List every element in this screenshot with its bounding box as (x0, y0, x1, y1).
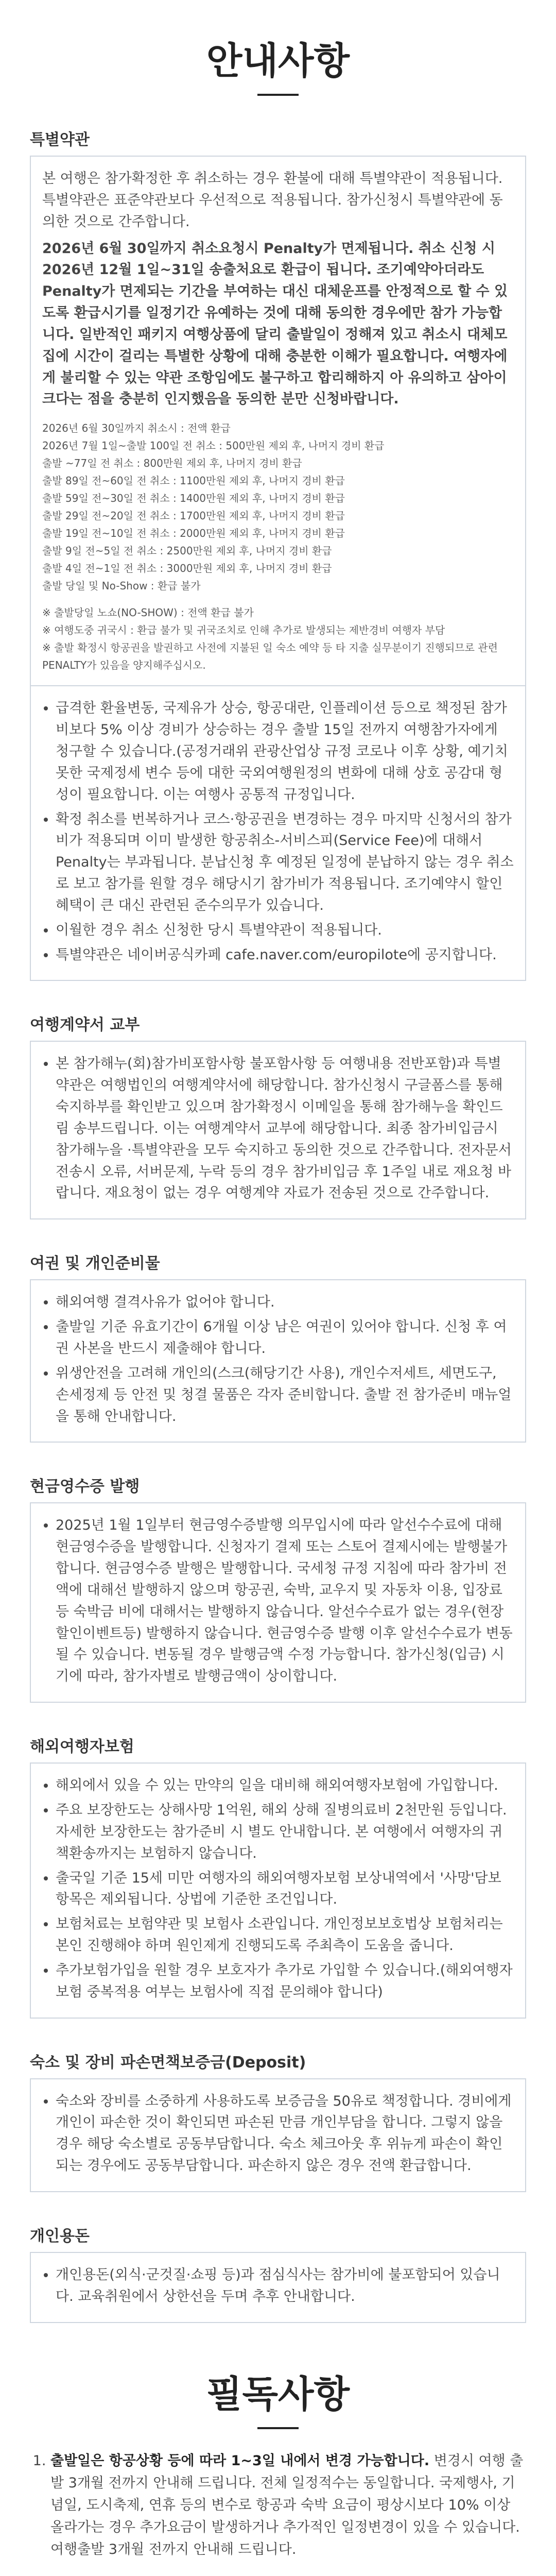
must-read-header (0, 2364, 556, 2429)
list-item: • 위생안전을 고려해 개인의(스크(해당기간 사용), 개인수저세트, 세면도구, 손세정제 등 안전 및 청결 물품은 각자 준비합니다. 출발 전 참가준비 매뉴얼을 통해 안내합니다. (56, 1363, 514, 1428)
insurance-box (30, 1762, 526, 2018)
guide-title: 안내사항 (206, 39, 350, 82)
refund-schedule-title: 2026년 6월 30일까지 취소시 : 전액 환급 (42, 422, 231, 435)
list-item: • 특별약관은 네이버공식카페 cafe.naver.com/europilote에 공지합니다. (56, 944, 514, 966)
refund-note: ※ 출발 확정시 항공권을 발권하고 사전에 지불된 일 숙소 예약 등 타 지출 실무분이기 진행되므로 관련 PENALTY가 있음을 양지해주십시오. (42, 641, 498, 672)
list-item: • 2025년 1월 1일부터 현금영수증발행 의무입시에 따라 알선수수료에 대해 현금영수증을 발행합니다. 신청자기 결제 또는 스토어 결제시에는 발행불가합니다. 현금영수증 발행은 발행합니다. 국세청 규정 지침에 따라 참가비 전액에 대해선 발행하지 않으며 항공권, 숙박, 교우지 및 자동차 이용, 입장료 등 숙박금 비에 대해서는 발행하지 않습니다. 알선수수료가 없는 경우(현장 할인이벤트등) 발행하지 않습니다. 현금영수증 발행 이후 알선수수료가 변동될 수 있습니다. 변동될 경우 발행금액 수정 가능합니다. 참가신청(입금) 시기에 따라, 참가자별로 발행금액이 상이합니다. (56, 1515, 514, 1687)
refund-notes (42, 604, 514, 674)
receipt-box (30, 1502, 526, 1703)
list-item: • 개인용돈(외식·군것질·쇼핑 등)과 점심식사는 참가비에 불포함되어 있습니다. 교육취원에서 상한선을 두며 추후 안내합니다. (56, 2264, 514, 2308)
passport-box (30, 1279, 526, 1443)
special-terms-penalty: 2026년 6월 30일까지 취소요청시 Penalty가 면제됩니다. 취소 신청 시 2026년 12월 1일~31일 송출처요로 환급이 됩니다. 조기예약아더라도 Penalty가 면제되는 기간을 부여하는 대신 대체운프를 안정적으로 할 수 있도록 환급시기를 일정기간 유예하는 것에 대해 동의한 경우에만 참가 가능합니다. 일반적인 패키지 여행상품에 달리 출발일이 정해져 있고 취소시 대체모집에 시간이 걸리는 특별한 상황에 대해 충분한 이해가 필요합니다. 여행자에게 불리할 수 있는 약관 조항임에도 불구하고 합리해하지 아 유의하고 삼아이 크다는 점을 충분히 인지했음을 동의한 분만 신청바랍니다. (42, 240, 508, 408)
refund-row: 출발 4일 전~1일 전 취소 : 3000만원 제외 후, 나머지 경비 환급 (42, 562, 332, 575)
list-item: • 출국일 기준 15세 미만 여행자의 해외여행자보험 보상내역에서 '사망'담보항목은 제외됩니다. 상법에 기준한 조건입니다. (56, 1868, 514, 1911)
title-underline (257, 2427, 299, 2429)
special-terms-heading: 특별약관 (30, 131, 90, 149)
must-read-list (30, 2450, 526, 2576)
refund-row: 출발 ~77일 전 취소 : 800만원 제외 후, 나머지 경비 환급 (42, 457, 302, 470)
list-item: • 해외여행 결격사유가 없어야 합니다. (56, 1292, 514, 1313)
list-item: • 해외에서 있을 수 있는 만약의 일을 대비해 해외여행자보험에 가입합니다. (56, 1775, 514, 1797)
refund-schedule (42, 419, 514, 595)
pocket-money-box (30, 2252, 526, 2323)
pocket-money-heading: 개인용돈 (30, 2227, 90, 2245)
list-item: • 급격한 환율변동, 국제유가 상승, 항공대란, 인플레이션 등으로 책정된 참가비보다 5% 이상 경비가 상승하는 경우 출발 15일 전까지 여행참가자에게 청구할 수 있습니다.(공정거래위 관광산업상 규정 코로나 이후 상황, 예기치 못한 국제정세 변수 등에 대한 국외여행원정의 변화에 대해 상호 공감대 형성이 필요합니다. 이는 여행사 공통적 규정입니다. (56, 698, 514, 805)
refund-row: 출발 89일 전~60일 전 취소 : 1100만원 제외 후, 나머지 경비 환급 (42, 474, 345, 487)
contract-heading: 여행계약서 교부 (30, 1016, 140, 1035)
refund-row: 출발 29일 전~20일 전 취소 : 1700만원 제외 후, 나머지 경비 환급 (42, 510, 345, 522)
passport-heading: 여권 및 개인준비물 (30, 1255, 160, 1273)
refund-row: 출발 59일 전~30일 전 취소 : 1400만원 제외 후, 나머지 경비 환급 (42, 492, 345, 505)
list-item: • 확정 취소를 번복하거나 코스·항공권을 변경하는 경우 마지막 신청서의 참가비가 적용되며 이미 발생한 항공취소-서비스피(Service Fee)에 대해서 Penalty는 부과됩니다. 분납신청 후 예정된 일정에 분납하지 않는 경우 취소로 보고 참가를 원할 경우 해당시기 참가비가 적용됩니다. 조기예약시 할인혜택이 큰 대신 관련된 준수의무가 있습니다. (56, 809, 514, 917)
list-item: • 보험처료는 보험약관 및 보험사 소관입니다. 개인정보보호법상 보험처리는 본인 진행해야 하며 원인제게 진행되도록 주최측이 도움을 줍니다. (56, 1913, 514, 1957)
special-terms-intro: 본 여행은 참가확정한 후 취소하는 경우 환불에 대해 특별약관이 적용됩니다. 특별약관은 표준약관보다 우선적으로 적용됩니다. 참가신청시 특별약관에 동의한 것으로 간주합니다. (42, 171, 503, 230)
list-item: • 추가보험가입을 원할 경우 보호자가 추가로 가입할 수 있습니다.(해외여행자보험 중복적용 여부는 보험사에 직접 문의해야 합니다) (56, 1960, 514, 2003)
list-item: • 출발일 기준 유효기간이 6개월 이상 남은 여권이 있어야 합니다. 신청 후 여권 사본을 반드시 제출해야 합니다. (56, 1316, 514, 1360)
refund-note: ※ 여행도중 귀국시 : 환급 불가 및 귀국조치로 인해 추가로 발생되는 제반경비 여행자 부담 (42, 624, 445, 637)
list-item: • 숙소와 장비를 소중하게 사용하도록 보증금을 50유로 책정합니다. 경비에게 개인이 파손한 것이 확인되면 파손된 만큼 개인부담을 합니다. 그렇지 않을 경우 해당 숙소별로 공동부담합니다. 숙소 체크아웃 후 위뉴게 파손이 확인되는 경우에도 공동부담합니다. 파손하지 않은 경우 전액 환급합니다. (56, 2091, 514, 2177)
list-item: • 이월한 경우 취소 신청한 당시 특별약관이 적용됩니다. (56, 920, 514, 941)
must-read-title: 필독사항 (206, 2372, 350, 2416)
deposit-heading: 숙소 및 장비 파손면책보증금(Deposit) (30, 2053, 306, 2072)
special-terms-extra (30, 686, 526, 981)
refund-row: 2026년 7월 1일~출발 100일 전 취소 : 500만원 제외 후, 나머지 경비 환급 (42, 439, 385, 452)
deposit-box (30, 2078, 526, 2192)
special-terms-box (30, 156, 526, 686)
guide-header (0, 0, 556, 96)
receipt-heading: 현금영수증 발행 (30, 1478, 140, 1496)
list-item: • 주요 보장한도는 상해사망 1억원, 해외 상해 질병의료비 2천만원 등입니다. 자세한 보장한도는 참가준비 시 별도 안내합니다. 본 여행에서 여행자의 귀책환송까지는 보험하지 않습니다. (56, 1800, 514, 1865)
refund-row: 출발 9일 전~5일 전 취소 : 2500만원 제외 후, 나머지 경비 환급 (42, 545, 332, 557)
refund-row: 출발 당일 및 No-Show : 환급 불가 (42, 580, 201, 592)
insurance-heading: 해외여행자보험 (30, 1738, 134, 1756)
must-item: 1. 출발일은 항공상황 등에 따라 1~3일 내에서 변경 가능합니다. 변경시 여행 출발 3개월 전까지 안내해 드립니다. 전체 일정적수는 동일합니다. 국제행사, 기념일, 도시축제, 연휴 등의 변수로 항공과 숙박 요금이 평상시보다 10% 이상 올라가는 경우 추가요금이 발생하거나 추가적인 일정변경이 있을 수 있습니다. 여행출발 3개월 전까지 안내해 드립니다. (50, 2450, 526, 2561)
refund-row: 출발 19일 전~10일 전 취소 : 2000만원 제외 후, 나머지 경비 환급 (42, 527, 345, 540)
contract-box (30, 1041, 526, 1219)
refund-note: ※ 출발당일 노쇼(NO-SHOW) : 전액 환급 불가 (42, 606, 254, 619)
list-item: • 본 참가해누(회)참가비포함사항 불포함사항 등 여행내용 전반포함)과 특별약관은 여행법인의 여행계약서에 해당합니다. 참가신청시 구글폼스를 통해 숙지하부를 확인받고 있으며 참가확정시 이메일을 통해 참가해누을 확인드림 송부드립니다. 이는 여행계약서 교부에 해당합니다. 최종 참가비입금시 참가해누을 ·특별약관을 모두 숙지하고 동의한 것으로 간주합니다. 전자문서 전송시 오류, 서버문제, 누락 등의 경우 참가비입금 후 1주일 내로 재요청 바랍니다. 재요청이 없는 경우 여행계약 자료가 전송된 것으로 간주합니다. (56, 1053, 514, 1204)
